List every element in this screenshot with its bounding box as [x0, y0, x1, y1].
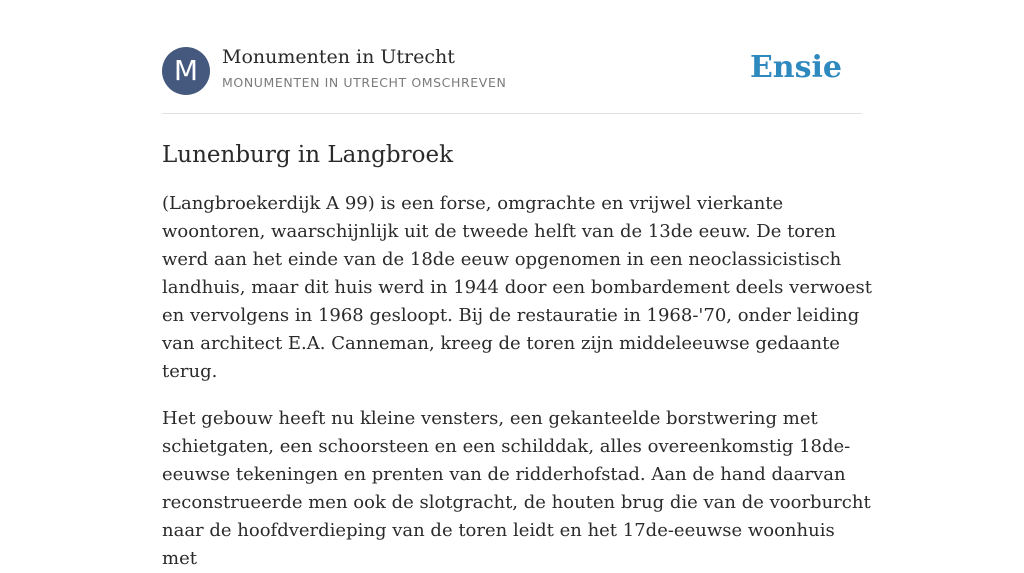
- article-title: Lunenburg in Langbroek: [162, 142, 454, 168]
- content-column: [162, 0, 872, 573]
- article-paragraph-2: Het gebouw heeft nu kleine vensters, een gekanteelde borstwering met schietgaten, een schoorsteen en een schilddak, alles overeenkomstig 18de-eeuwse tekeningen en prenten van de ridderhofstad. Aan de hand daarvan reconstrueerde men ook de slotgracht, de houten brug die van de voorburcht naar de hoofdverdieping van de toren leidt en het 17de-eeuwse woonhuis met: [162, 408, 871, 569]
- article-paragraph-1: (Langbroekerdijk A 99) is een forse, omgrachte en vrijwel vierkante woontoren, waarschijnlijk uit de tweede helft van de 13de eeuw. De toren werd aan het einde van de 18de eeuw opgenomen in een neoclassicistisch landhuis, maar dit huis werd in 1944 door een bombardement deels verwoest en vervolgens in 1968 gesloopt. Bij de restauratie in 1968-'70, onder leiding van architect E.A. Canneman, kreeg de toren zijn middeleeuwse gedaante terug.: [162, 193, 872, 382]
- ensie-logo[interactable]: Ensie: [749, 50, 842, 85]
- site-avatar[interactable]: M: [162, 47, 210, 95]
- site-subtitle: MONUMENTEN IN UTRECHT OMSCHREVEN: [222, 75, 507, 90]
- site-header: [162, 0, 862, 114]
- site-title[interactable]: Monumenten in Utrecht: [222, 46, 455, 68]
